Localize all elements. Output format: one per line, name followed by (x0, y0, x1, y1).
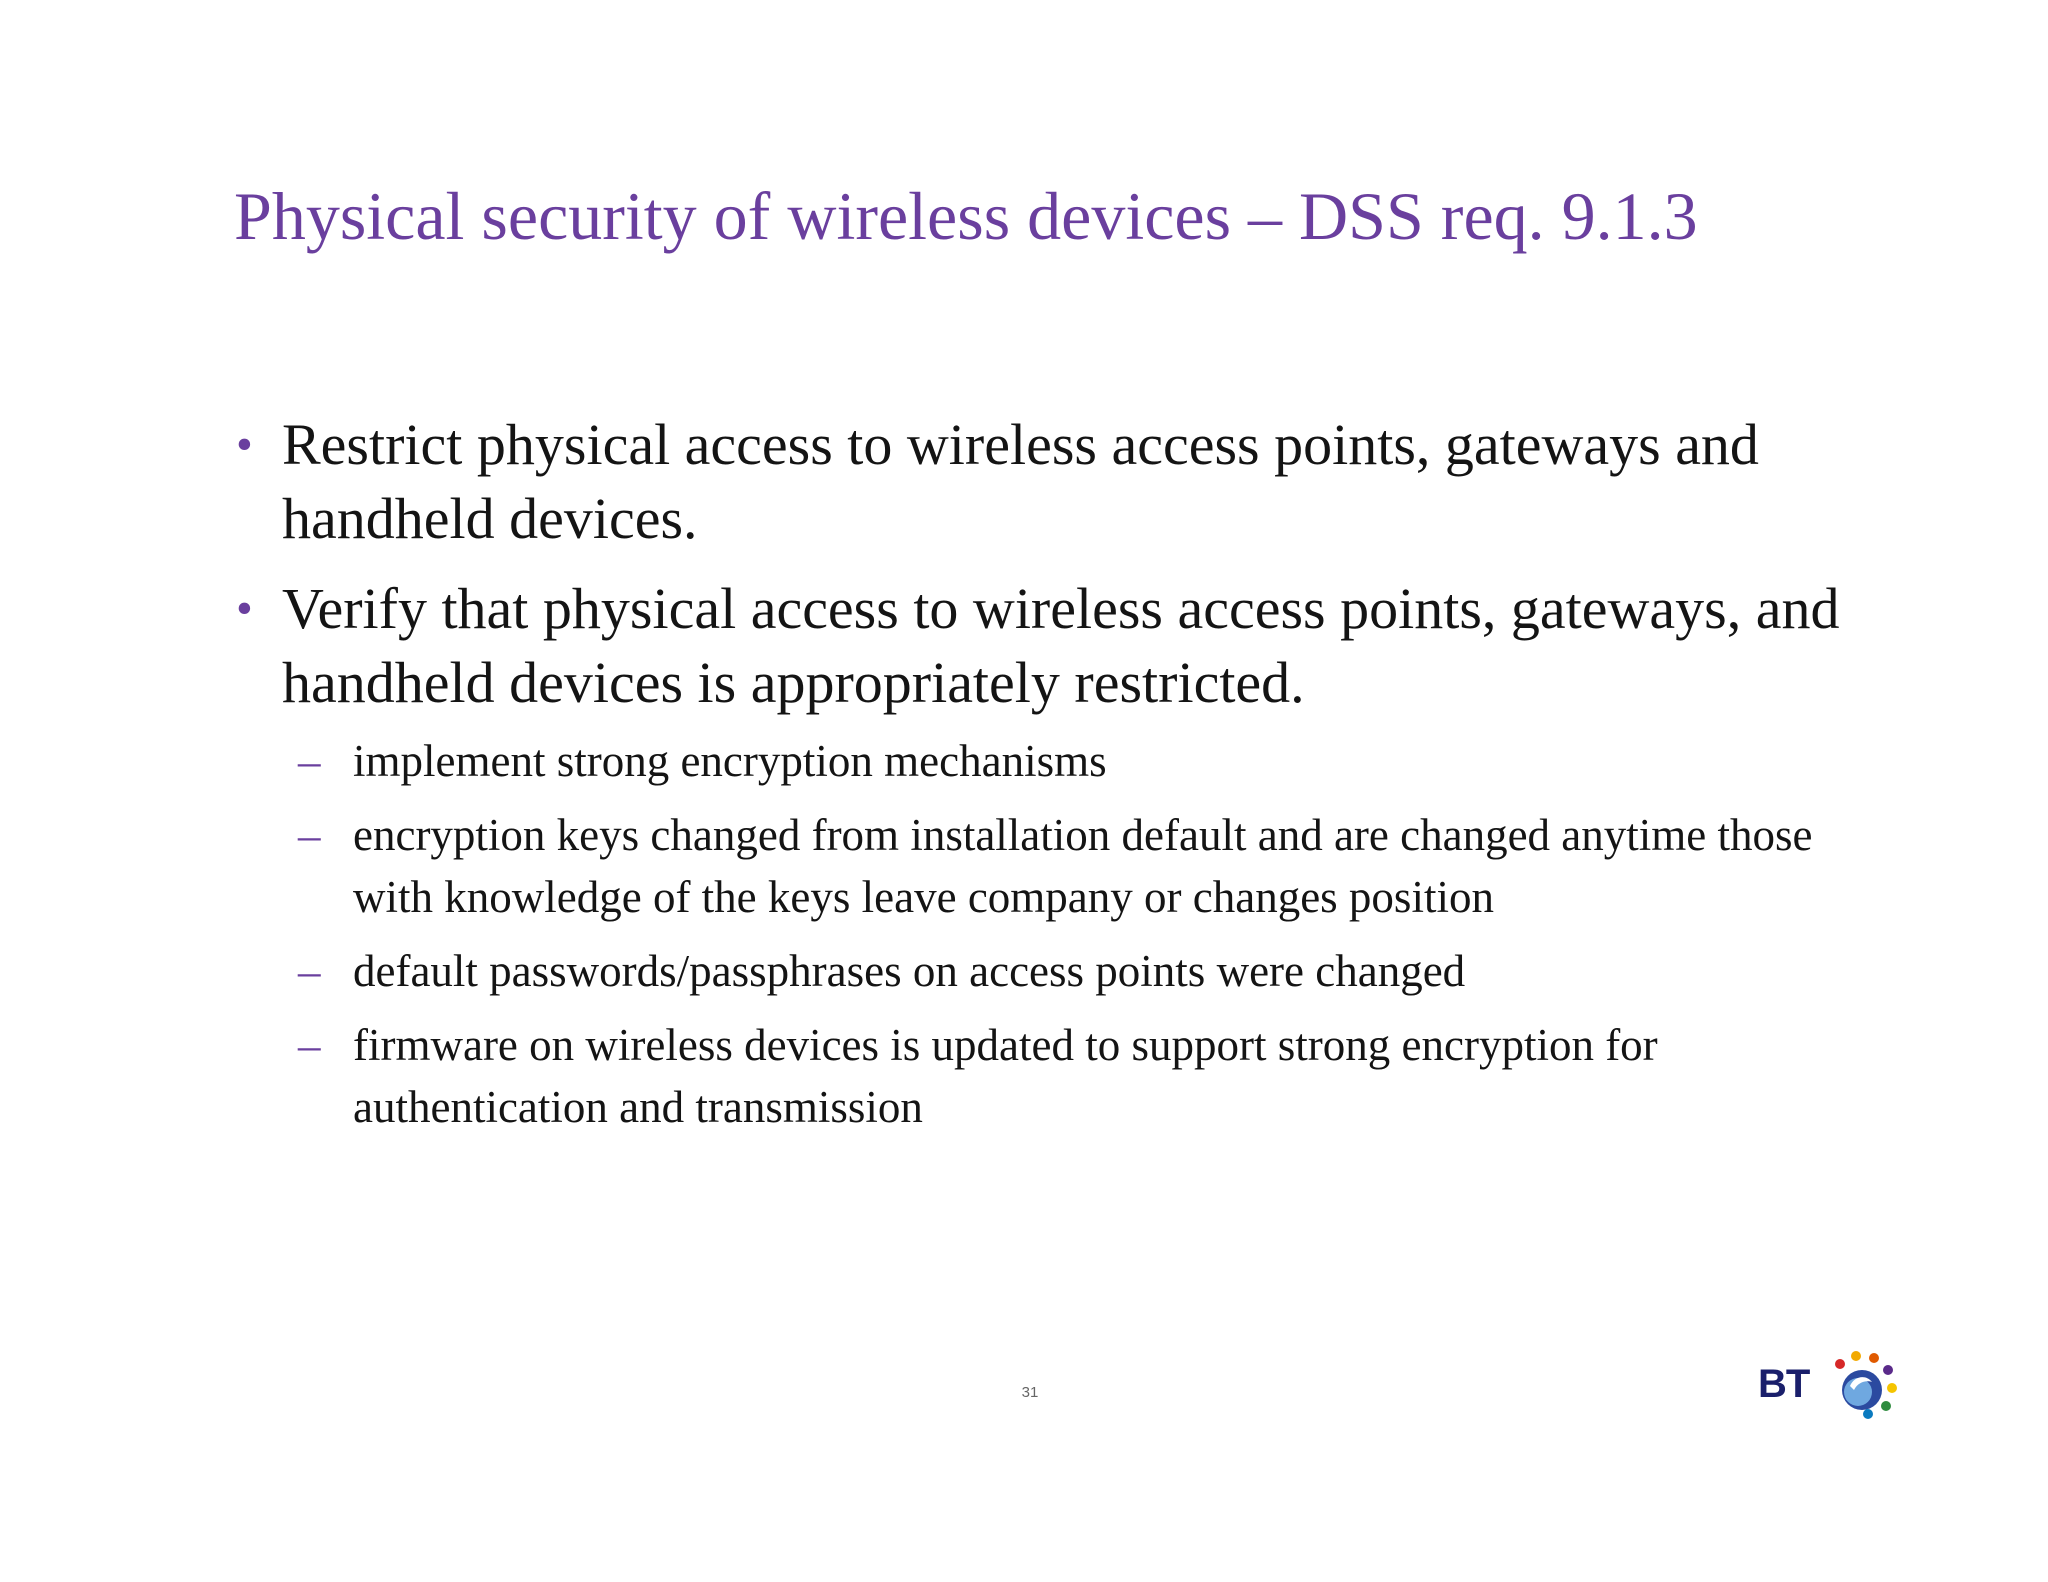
slide-content (236, 408, 1856, 1150)
bt-logo (1758, 1350, 1898, 1420)
sub-bullet-item (236, 1014, 1856, 1138)
logo-text: BT (1758, 1362, 1810, 1406)
bt-piper-logo-icon (1828, 1350, 1898, 1420)
page-number: 31 (1021, 1384, 1039, 1401)
sub-bullet-item (236, 804, 1856, 928)
sub-bullet-marker: – (298, 1020, 321, 1070)
sub-bullet-marker: – (298, 736, 321, 786)
sub-bullet-text: implement strong encryption mechanisms (353, 736, 1107, 786)
sub-bullet-text: default passwords/passphrases on access points were changed (353, 946, 1466, 996)
bullet-text: Restrict physical access to wireless access points, gateways and handheld devices. (282, 412, 1759, 551)
sub-bullet-item (236, 730, 1856, 792)
sub-bullet-marker: – (298, 946, 321, 996)
sub-bullet-list (236, 730, 1856, 1138)
sub-bullet-item (236, 940, 1856, 1002)
bullet-text: Verify that physical access to wireless access points, gateways, and handheld devices is appropriately restricted. (282, 576, 1840, 715)
bullet-marker: • (236, 582, 253, 635)
sub-bullet-text: encryption keys changed from installation default and are changed anytime those with knowledge of the keys leave company or changes position (353, 810, 1813, 922)
sub-bullet-text: firmware on wireless devices is updated to support strong encryption for authentication and transmission (353, 1020, 1658, 1132)
bullet-item (236, 572, 1856, 720)
sub-bullet-marker: – (298, 810, 321, 860)
bullet-marker: • (236, 418, 253, 471)
slide-title: Physical security of wireless devices – DSS req. 9.1.3 (234, 178, 1698, 254)
bullet-item (236, 408, 1856, 556)
